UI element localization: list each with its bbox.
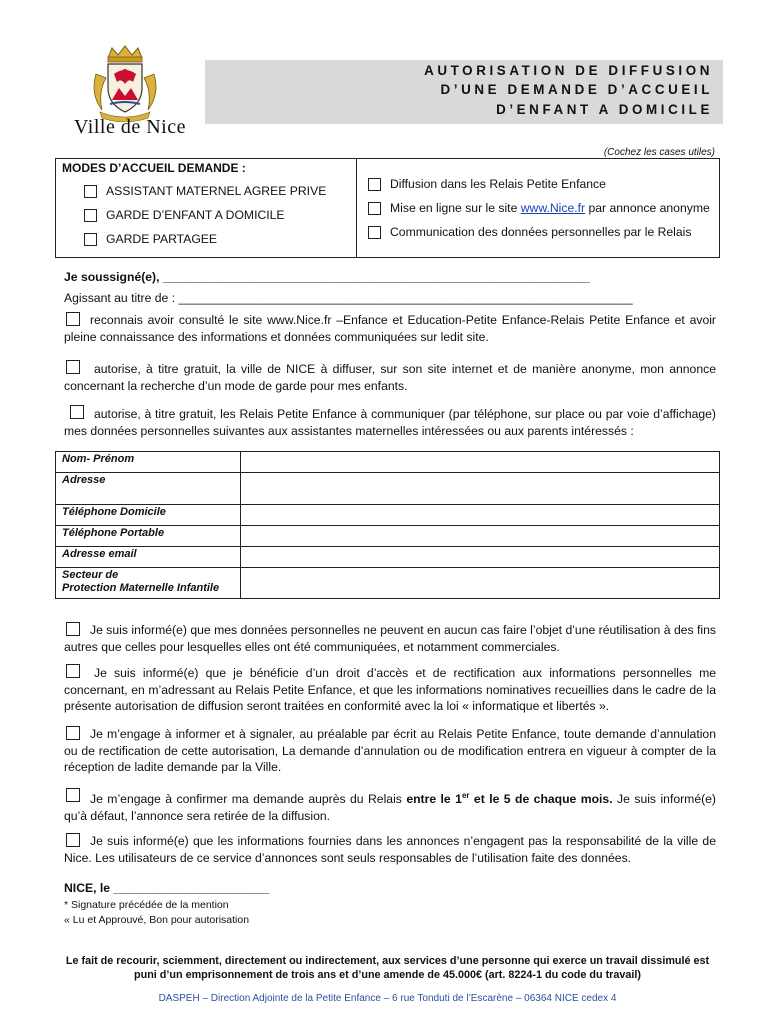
adresse-field[interactable] — [241, 473, 720, 505]
table-row — [56, 505, 720, 526]
statement-4-text: Je m’engage à confirmer ma demande auprès du Relais — [90, 792, 407, 807]
option-label — [390, 201, 710, 215]
title-line-1: AUTORISATION DE DIFFUSION — [424, 63, 713, 78]
signature-note-2: « Lu et Approuvé, Bon pour autorisation — [64, 914, 250, 926]
document-title-box — [205, 60, 723, 124]
garde-partagee-checkbox[interactable] — [84, 233, 97, 246]
personal-data-table — [55, 451, 720, 599]
soussigne-line[interactable]: Je soussigné(e), _______________________________________________________________ — [64, 270, 590, 284]
table-row — [56, 452, 720, 473]
mise-en-ligne-checkbox[interactable] — [368, 202, 381, 215]
clause-autorise-relais: autorise, à titre gratuit, les Relais Petite Enfance à communiquer (par téléphone, sur place ou par voie d’affichage) mes données personnelles suivantes aux assistantes maternelles intéressées ou aux parents intéressés : — [64, 407, 716, 438]
nom-prenom-field[interactable] — [241, 452, 720, 473]
online-suffix: par annonce anonyme — [585, 201, 710, 215]
option-label: Communication des données personnelles par le Relais — [390, 225, 692, 239]
option-diffusion-relais — [368, 177, 606, 191]
email-field[interactable] — [241, 547, 720, 568]
telephone-domicile-field[interactable] — [241, 505, 720, 526]
diffusion-relais-checkbox[interactable] — [368, 178, 381, 191]
option-garde-partagee — [84, 232, 217, 246]
option-label: ASSISTANT MATERNEL AGREE PRIVE — [106, 184, 327, 198]
agissant-line[interactable]: Agissant au titre de : ___________________________________________________________________ — [64, 291, 633, 305]
row-label: Adresse — [56, 473, 241, 505]
statement-4-sup: er — [461, 791, 470, 800]
statement-3: Je m’engage à informer et à signaler, au préalable par écrit au Relais Petite Enfance, toute demande d’annulation ou de rectification de cette autorisation, La demande d’annulation ou de modification entrera en vigueur à compter de la réception de ladite demande par la Ville. — [64, 727, 716, 774]
statement-4-text-end: Je suis informé(e) qu’à défaut, l’annonce sera retirée de la diffusion. — [64, 792, 716, 823]
row-label — [56, 568, 241, 599]
row-label-line1: Secteur de — [62, 569, 119, 581]
legal-notice: Le fait de recourir, sciemment, directement ou indirectement, aux services d’une personne qui exerce un travail dissimulé est puni d’un emprisonnement de trois ans et d’une amende de 45.000€ (art. 8224-1 du code du travail) — [65, 955, 710, 981]
secteur-pmi-field[interactable] — [241, 568, 720, 599]
statement-4-date-bold: entre le 1 — [406, 792, 462, 807]
option-label: Diffusion dans les Relais Petite Enfance — [390, 177, 606, 191]
row-label: Téléphone Domicile — [56, 505, 241, 526]
title-line-3: D’ENFANT A DOMICILE — [496, 102, 713, 117]
row-label: Nom- Prénom — [56, 452, 241, 473]
row-label: Adresse email — [56, 547, 241, 568]
signature-note-1: * Signature précédée de la mention — [64, 899, 229, 911]
table-row — [56, 473, 720, 505]
clause-autorise-ville: autorise, à titre gratuit, la ville de NICE à diffuser, sur son site internet et de manière anonyme, mon annonce concernant la recherche d’un mode de garde pour mes enfants. — [64, 362, 716, 393]
footer-address: DASPEH – Direction Adjointe de la Petite Enfance – 6 rue Tonduti de l’Escarène – 06364 NICE cedex 4 — [158, 993, 617, 1004]
table-row — [56, 547, 720, 568]
option-garde-domicile — [84, 208, 285, 222]
city-name: Ville de Nice — [74, 116, 186, 138]
nice-date-line[interactable]: NICE, le _______________________ — [64, 881, 270, 895]
nice-fr-link[interactable]: www.Nice.fr — [520, 201, 586, 215]
telephone-portable-field[interactable] — [241, 526, 720, 547]
garde-domicile-checkbox[interactable] — [84, 209, 97, 222]
row-label-line2: Protection Maternelle Infantile — [62, 582, 220, 594]
city-crest-logo — [88, 44, 162, 122]
communication-checkbox[interactable] — [368, 226, 381, 239]
option-label: GARDE PARTAGEE — [106, 232, 218, 246]
statement-4 — [64, 788, 716, 824]
modes-heading: MODES D’ACCUEIL DEMANDE : — [62, 161, 246, 175]
option-mise-en-ligne — [368, 201, 710, 215]
clause-reconnais: reconnais avoir consulté le site www.Nice.fr –Enfance et Education-Petite Enfance-Relais Petite Enfance et avoir pleine connaissance des informations et données communiquées sur ledit site. — [64, 313, 716, 344]
option-label: GARDE D’ENFANT A DOMICILE — [106, 208, 285, 222]
online-prefix: Mise en ligne sur le site — [390, 201, 521, 215]
statement-5: Je suis informé(e) que les informations fournies dans les annonces n’engagent pas la responsabilité de la ville de Nice. Les utilisateurs de ce service d’annonces sont seuls responsables de l’utilisation faite des données. — [64, 834, 716, 865]
row-label: Téléphone Portable — [56, 526, 241, 547]
table-row — [56, 568, 720, 599]
statement-1: Je suis informé(e) que mes données personnelles ne peuvent en aucun cas faire l’objet d’une réutilisation à des fins autres que celles pour lesquelles elles ont été communiquées, et notamment commerciales. — [64, 623, 716, 654]
assistant-maternel-checkbox[interactable] — [84, 185, 97, 198]
statement-2: Je suis informé(e) que je bénéficie d’un droit d’accès et de rectification aux informations personnelles me concernant, en m’adressant au Relais Petite Enfance, et que les informations nominatives recueillies dans le cadre de la présente autorisation de diffusion seront traitées en conformité avec la loi « informatique et libertés ». — [64, 666, 716, 713]
modes-divider — [356, 159, 357, 257]
checkbox-hint: (Cochez les cases utiles) — [603, 147, 715, 158]
option-assistant-maternel — [84, 184, 326, 198]
table-row — [56, 526, 720, 547]
statement-4-date-bold-end: et le 5 de chaque mois. — [469, 792, 613, 807]
title-line-2: D’UNE DEMANDE D’ACCUEIL — [440, 82, 713, 97]
option-communication — [368, 225, 691, 239]
modes-accueil-box — [55, 158, 720, 258]
